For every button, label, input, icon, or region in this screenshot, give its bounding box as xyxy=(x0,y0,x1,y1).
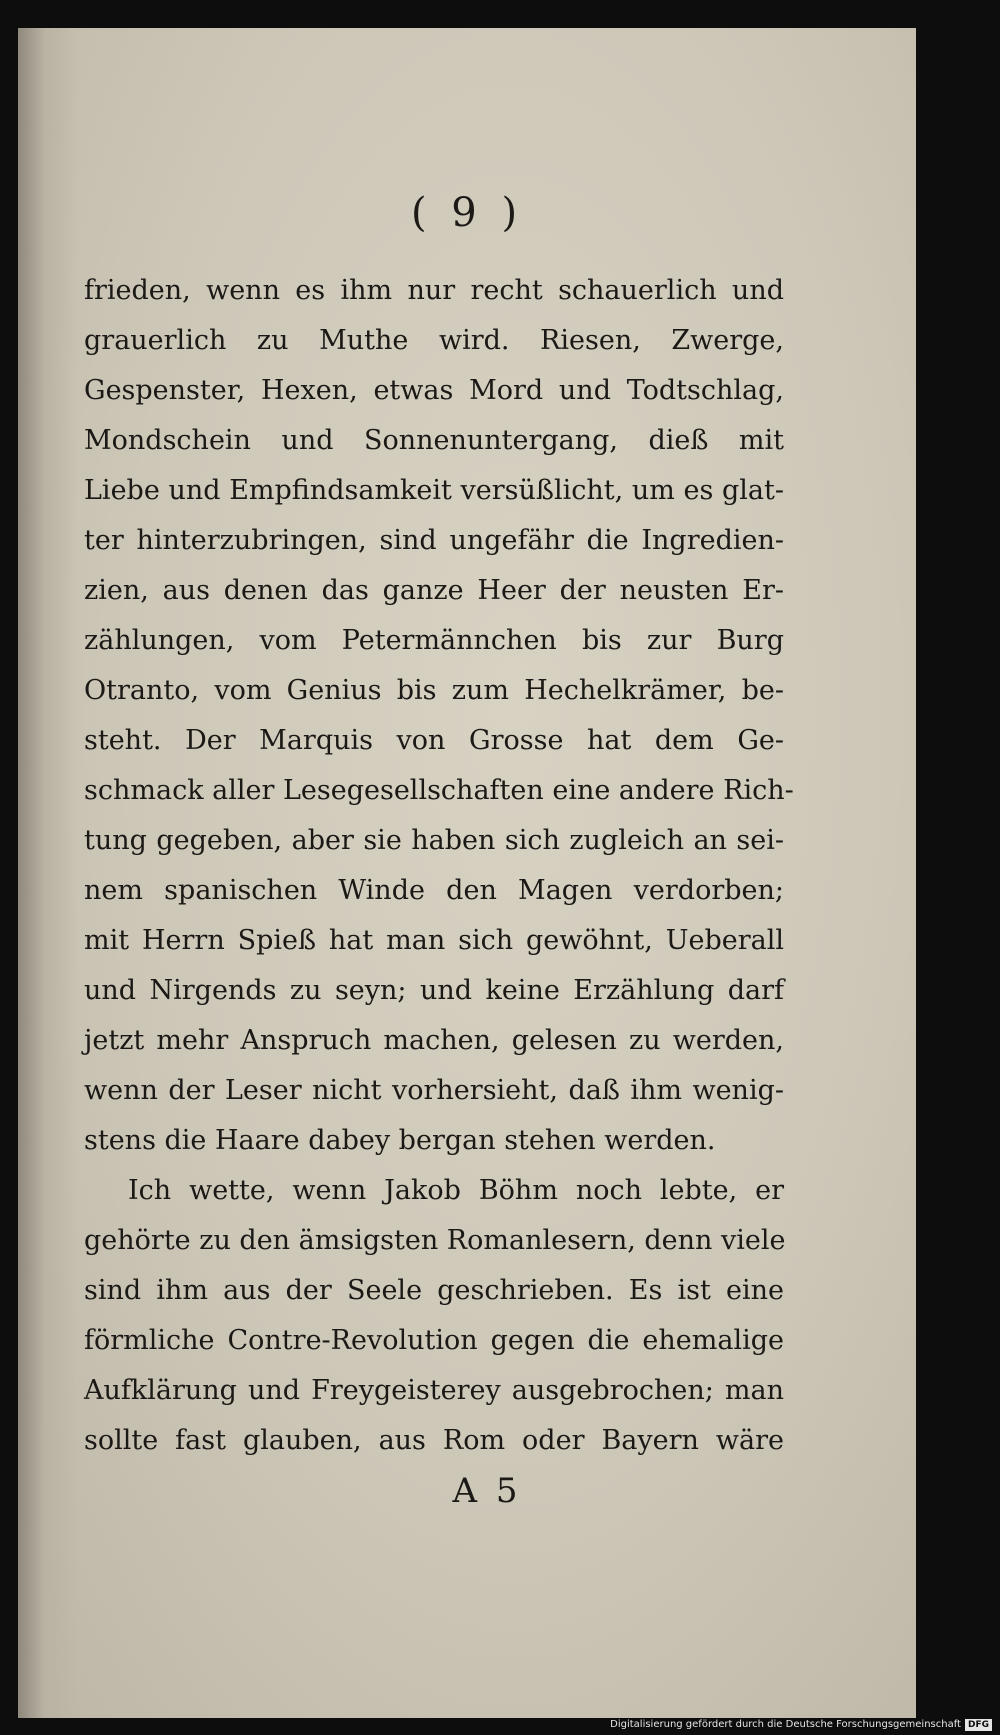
text-line: steht. Der Marquis von Grosse hat dem Ge- xyxy=(84,725,784,756)
page-gutter-shadow xyxy=(18,28,78,1718)
text-line: zien, aus denen das ganze Heer der neusten Er- xyxy=(84,575,784,606)
text-line: sind ihm aus der Seele geschrieben. Es ist eine xyxy=(84,1275,784,1306)
book-page xyxy=(18,28,916,1718)
digitization-credit xyxy=(610,1717,992,1733)
text-line: und Nirgends zu seyn; und keine Erzählung darf xyxy=(84,975,784,1006)
text-line: grauerlich zu Muthe wird. Riesen, Zwerge, xyxy=(84,325,784,356)
credit-text: Digitalisierung gefördert durch die Deutsche Forschungsgemeinschaft xyxy=(610,1719,961,1730)
text-line: Mondschein und Sonnenuntergang, dieß mit xyxy=(84,425,784,456)
text-line: Liebe und Empfindsamkeit versüßlicht, um es glat- xyxy=(84,475,784,506)
text-line: ter hinterzubringen, sind ungefähr die Ingredien- xyxy=(84,525,784,556)
text-line: jetzt mehr Anspruch machen, gelesen zu werden, xyxy=(84,1025,784,1056)
text-line: tung gegeben, aber sie haben sich zugleich an sei- xyxy=(84,825,784,856)
text-line: Ich wette, wenn Jakob Böhm noch lebte, er xyxy=(128,1175,784,1206)
text-line: zählungen, vom Petermännchen bis zur Burg xyxy=(84,625,784,656)
text-line: Otranto, vom Genius bis zum Hechelkrämer, be- xyxy=(84,675,784,706)
text-line: stens die Haare dabey bergan stehen werden. xyxy=(84,1125,716,1156)
text-line: förmliche Contre-Revolution gegen die ehemalige xyxy=(84,1325,784,1356)
signature-mark: A 5 xyxy=(452,1471,522,1511)
text-line: schmack aller Lesegesellschaften eine andere Rich- xyxy=(84,775,794,806)
body-text xyxy=(84,266,794,1466)
text-line: sollte fast glauben, aus Rom oder Bayern wäre xyxy=(84,1425,784,1456)
page-number: ( 9 ) xyxy=(410,190,524,236)
text-line: Gespenster, Hexen, etwas Mord und Todtschlag, xyxy=(84,375,784,406)
text-line: Aufklärung und Freygeisterey ausgebrochen; man xyxy=(84,1375,784,1406)
text-line: gehörte zu den ämsigsten Romanlesern, denn viele xyxy=(84,1225,786,1256)
dfg-logo: DFG xyxy=(965,1719,992,1731)
text-line: mit Herrn Spieß hat man sich gewöhnt, Ueberall xyxy=(84,925,784,956)
text-line: nem spanischen Winde den Magen verdorben; xyxy=(84,875,784,906)
text-line: wenn der Leser nicht vorhersieht, daß ihm wenig- xyxy=(84,1075,784,1106)
text-line: frieden, wenn es ihm nur recht schauerlich und xyxy=(84,275,784,306)
